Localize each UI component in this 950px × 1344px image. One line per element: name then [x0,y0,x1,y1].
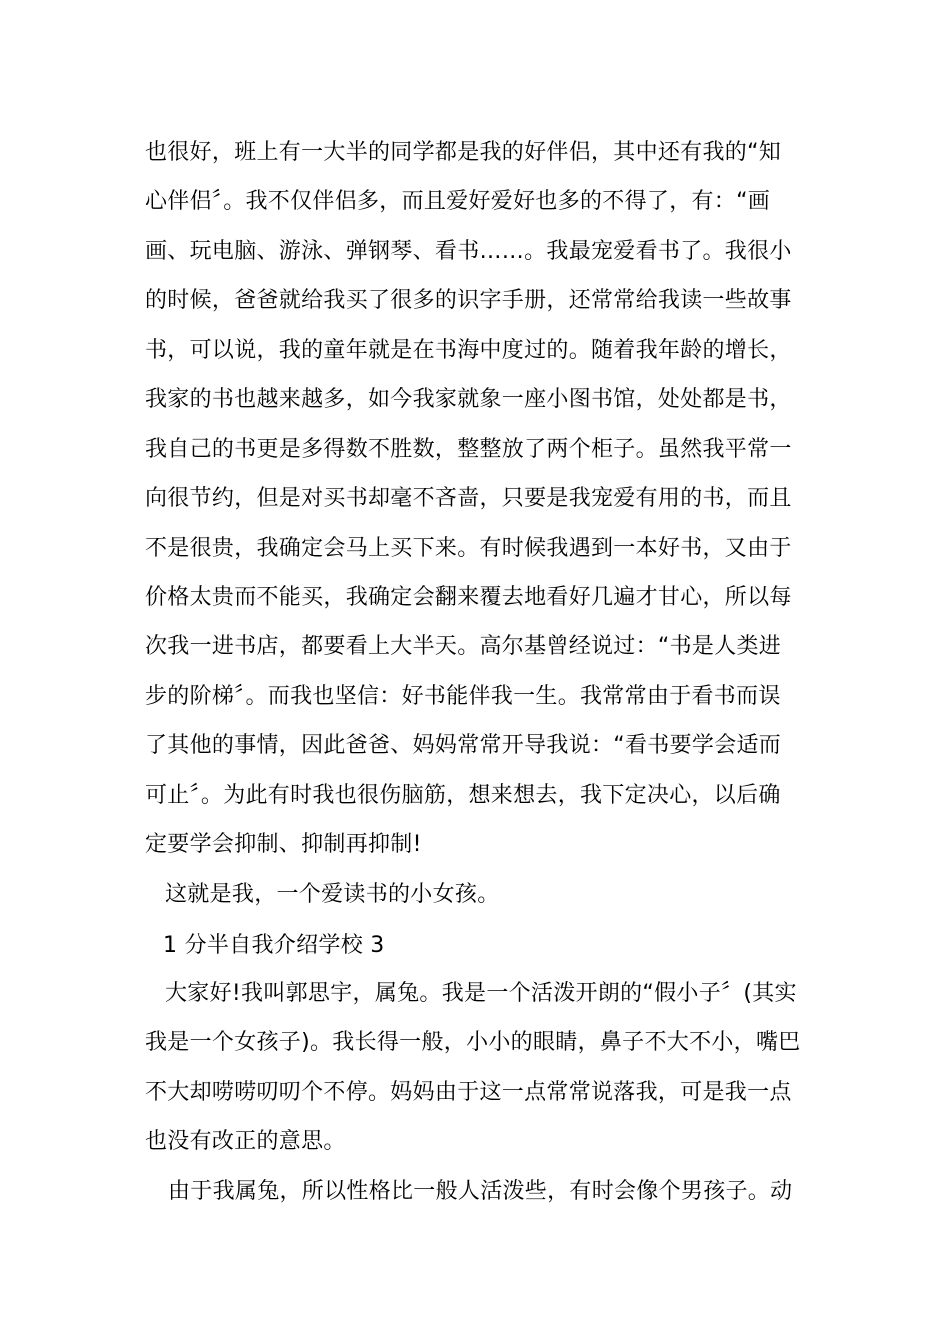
text-line: 书，可以说，我的童年就是在书海中度过的。随着我年龄的增长， [145,338,792,363]
text-line: 不是很贵，我确定会马上买下来。有时候我遇到一本好书，又由于 [145,536,792,561]
text-line: 价格太贵而不能买，我确定会翻来覆去地看好几遍才甘心，所以每 [145,585,792,610]
section-heading: 1 分半自我介绍学校 3 [163,933,385,958]
text-line: 心伴侣〞。我不仅伴侣多，而且爱好爱好也多的不得了，有：“画 [145,189,771,214]
text-line: 画、玩电脑、游泳、弹钢琴、看书……。我最宠爱看书了。我很小 [145,239,792,264]
text-line: 了其他的事情，因此爸爸、妈妈常常开导我说：“看书要学会适而 [145,733,782,758]
text-line: 我自己的书更是多得数不胜数，整整放了两个柜子。虽然我平常一 [145,437,792,462]
text-line: 也很好，班上有一大半的同学都是我的好伴侣，其中还有我的“知 [145,140,782,165]
text-line: 这就是我，一个爱读书的小女孩。 [165,882,500,907]
text-line: 我家的书也越来越多，如今我家就象一座小图书馆，处处都是书， [145,387,792,412]
text-line: 次我一进书店，都要看上大半天。高尔基曾经说过：“书是人类进 [145,634,782,659]
text-line: 步的阶梯〞。而我也坚信：好书能伴我一生。我常常由于看书而误 [145,684,781,709]
text-line: 向很节约，但是对买书却毫不吝啬，只要是我宠爱有用的书，而且 [145,486,792,511]
text-line: 由于我属兔，所以性格比一般人活泼些，有时会像个男孩子。动 [168,1179,793,1204]
text-line: 可止〞。为此有时我也很伤脑筋，想来想去，我下定决心，以后确 [145,783,781,808]
text-line: 的时候，爸爸就给我买了很多的识字手册，还常常给我读一些故事 [145,288,792,313]
text-line: 不大却唠唠叨叨个不停。妈妈由于这一点常常说落我，可是我一点 [145,1080,792,1105]
text-line: 也没有改正的意思。 [145,1129,346,1154]
text-line: 定要学会抑制、抑制再抑制! [145,832,422,857]
text-line: 我是一个女孩子)。我长得一般，小小的眼睛，鼻子不大不小，嘴巴 [145,1030,801,1055]
text-line: 大家好!我叫郭思宇，属兔。我是一个活泼开朗的“假小子〞(其实 [165,981,797,1006]
